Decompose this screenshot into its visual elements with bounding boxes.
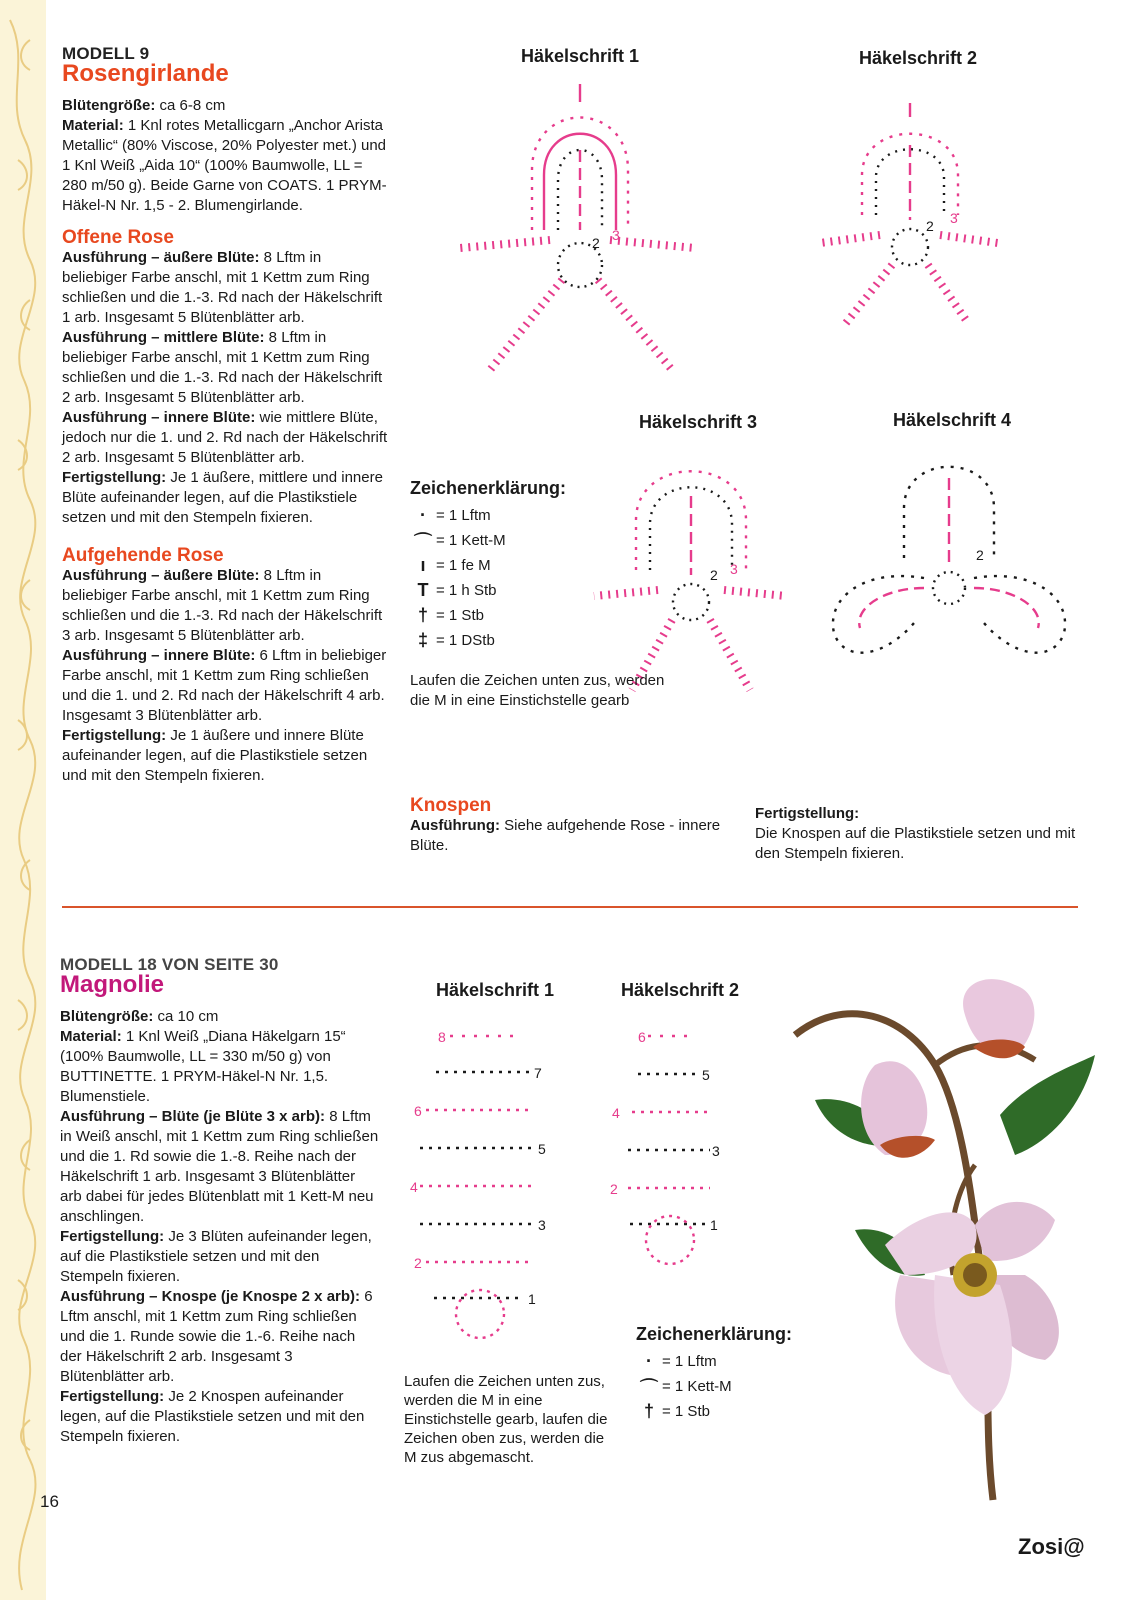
row-number: 4 bbox=[612, 1105, 620, 1121]
crochet-diagram-1 bbox=[440, 80, 720, 400]
legend-text: = 1 Kett-M bbox=[662, 1378, 732, 1395]
modell18-instructions bbox=[60, 1007, 380, 1447]
legend-text: = 1 Lftm bbox=[662, 1353, 717, 1370]
knospen-fertig-heading: Fertigstellung: bbox=[755, 805, 860, 822]
modell9-label: MODELL 9 bbox=[62, 44, 150, 63]
row-number: 2 bbox=[414, 1255, 422, 1271]
row-number: 7 bbox=[534, 1065, 542, 1081]
legend-item bbox=[410, 628, 670, 653]
legend-text: = 1 Kett-M bbox=[436, 532, 506, 549]
section-divider bbox=[62, 906, 1078, 908]
instruction-paragraph: Blütengröße: ca 6-8 cm bbox=[62, 97, 226, 114]
magnolie-diagram-title-1: Häkelschrift 1 bbox=[435, 980, 555, 1000]
modell9-text-column bbox=[62, 44, 388, 786]
legend-title: Zeichenerklärung: bbox=[636, 1324, 793, 1344]
knospen-section bbox=[410, 796, 740, 856]
row-number: 5 bbox=[538, 1141, 546, 1157]
legend-text: = 1 h Stb bbox=[436, 582, 497, 599]
round-label-2: 2 bbox=[710, 567, 718, 583]
row-number: 4 bbox=[410, 1179, 418, 1195]
row-number: 5 bbox=[702, 1067, 710, 1083]
legend-symbol-icon: ⌒ bbox=[640, 1377, 658, 1398]
knospen-heading: Knospen bbox=[410, 795, 492, 816]
aufgehende-rose-heading: Aufgehende Rose bbox=[62, 545, 224, 566]
instruction-paragraph: Ausführung – innere Blüte: wie mittlere Blüte, jedoch nur die 1. und 2. Rd nach der Häkelschrift 2 arb. Insgesamt 5 Blütenblätter arb. bbox=[62, 409, 388, 466]
instruction-paragraph: Ausführung – Knospe (je Knospe 2 x arb): 6 Lftm anschl, mit 1 Kettm zum Ring schließen und die 1. Runde sowie die 1.-6. Reihe nach der Häkelschrift 2 arb. Insgesamt 3 Blütenblätter arb. bbox=[60, 1288, 373, 1385]
modell18-label: MODELL 18 VON SEITE 30 bbox=[60, 955, 279, 974]
instruction-paragraph: Fertigstellung: Je 1 äußere, mittlere und innere Blüte aufeinander legen, auf die Plastikstiele setzen und mit den Stempeln fixieren. bbox=[62, 469, 383, 526]
magnolia-photo bbox=[785, 975, 1105, 1505]
offene-rose-heading: Offene Rose bbox=[62, 227, 174, 248]
row-number: 8 bbox=[438, 1029, 446, 1045]
instruction-paragraph: Ausführung – äußere Blüte: 8 Lftm in beliebiger Farbe anschl, mit 1 Kettm zum Ring schließen und die 1.-3. Rd nach der Häkelschrift 3 arb. Insgesamt 5 Blütenblätter arb. bbox=[62, 567, 383, 644]
legend-item bbox=[410, 578, 670, 603]
legend-symbol-icon: · bbox=[646, 1351, 652, 1371]
instruction-paragraph: Blütengröße: ca 10 cm bbox=[60, 1008, 219, 1025]
legend-text: = 1 fe M bbox=[436, 557, 491, 574]
round-label-2: 2 bbox=[976, 547, 984, 563]
row-number: 3 bbox=[712, 1143, 720, 1159]
legend-symbol-icon: ⌒ bbox=[414, 531, 432, 552]
watermark: Zosi@ bbox=[1018, 1534, 1085, 1559]
modell9-intro bbox=[62, 96, 388, 216]
legend-item bbox=[410, 553, 670, 578]
round-label-3: 3 bbox=[950, 210, 958, 226]
legend-item bbox=[410, 503, 670, 528]
round-label-3: 3 bbox=[730, 561, 738, 577]
instruction-paragraph: Fertigstellung: Je 3 Blüten aufeinander legen, auf die Plastikstiele setzen und mit den Stempeln fixieren. bbox=[60, 1228, 372, 1285]
instruction-paragraph: Ausführung – innere Blüte: 6 Lftm in beliebiger Farbe anschl, mit 1 Kettm zum Ring schließen und die 1. und 2. Rd nach der Häkelschrift 4 arb. Insgesamt 3 Blütenblätter arb. bbox=[62, 647, 387, 724]
instruction-paragraph: Ausführung – äußere Blüte: 8 Lftm in beliebiger Farbe anschl, mit 1 Kettm zum Ring schließen und die 1.-3. Rd nach der Häkelschrift 1 arb. Insgesamt 5 Blütenblätter arb. bbox=[62, 249, 383, 326]
modell18-title: Magnolie bbox=[60, 971, 165, 998]
legend-symbol-icon: † bbox=[417, 605, 428, 625]
round-label-3: 3 bbox=[612, 227, 620, 243]
diagram-title-4: Häkelschrift 4 bbox=[892, 410, 1012, 430]
row-number: 2 bbox=[610, 1181, 618, 1197]
legend-symbol-icon: · bbox=[420, 505, 426, 525]
aufgehende-rose-instructions bbox=[62, 566, 388, 786]
row-number: 1 bbox=[528, 1291, 536, 1307]
legend-title: Zeichenerklärung: bbox=[410, 478, 567, 498]
magnolie-diagram-2 bbox=[608, 1014, 738, 1274]
page-number: 16 bbox=[40, 1492, 59, 1511]
diagram-title-2: Häkelschrift 2 bbox=[858, 48, 978, 68]
row-number: 6 bbox=[414, 1103, 422, 1119]
modell18-text-column bbox=[60, 955, 380, 1447]
knospen-fertig-text: Die Knospen auf die Plastikstiele setzen und mit den Stempeln fixieren. bbox=[755, 825, 1076, 862]
instruction-paragraph: Ausführung – mittlere Blüte: 8 Lftm in beliebiger Farbe anschl, mit 1 Kettm zum Ring schließen und die 1.-3. Rd nach der Häkelschrift 2 arb. Insgesamt 5 Blütenblätter arb. bbox=[62, 329, 383, 406]
legend-text: = 1 Stb bbox=[662, 1403, 710, 1420]
modell9-legend bbox=[410, 478, 670, 711]
legend-symbol-icon: ı bbox=[420, 555, 426, 575]
knospen-instructions: Ausführung: Siehe aufgehende Rose - innere Blüte. bbox=[410, 817, 721, 854]
instruction-paragraph: Material: 1 Knl Weiß „Diana Häkelgarn 15“ (100% Baumwolle, LL = 330 m/50 g) von BUTTINETTE. 1 PRYM-Häkel-N Nr. 1,5. Blumenstiele. bbox=[60, 1028, 346, 1105]
row-number: 3 bbox=[538, 1217, 546, 1233]
instruction-paragraph: Material: 1 Knl rotes Metallicgarn „Anchor Arista Metallic“ (80% Viscose, 20% Polyester met.) und 1 Knl Weiß „Aida 10“ (100% Baumwolle, LL = 280 m/50 g). Beide Garne von COATS. 1 PRYM-Häkel-N Nr. 1,5 - 2. Blumengirlande. bbox=[62, 117, 387, 214]
legend-item bbox=[410, 603, 670, 628]
magnolie-note: Laufen die Zeichen unten zus, werden die M in eine Einstichstelle gearb, laufen die Zeichen oben zus, werden die M zus abgemascht. bbox=[404, 1373, 608, 1466]
ornament-border bbox=[0, 0, 46, 1600]
instruction-paragraph: Fertigstellung: Je 1 äußere und innere Blüte aufeinander legen, auf die Plastikstiele setzen und mit den Stempeln fixieren. bbox=[62, 727, 368, 784]
instruction-paragraph: Ausführung – Blüte (je Blüte 3 x arb): 8 Lftm in Weiß anschl, mit 1 Kettm zum Ring schließen und die 1. Rd sowie die 1.-8. Reihe nach der Häkelschrift 1 arb. Insgesamt 3 Blütenblätter arb dabei für jedes Blütenblatt mit 1 Kett-M neu anschlingen. bbox=[60, 1108, 379, 1225]
knospen-fertig bbox=[755, 804, 1085, 864]
legend-item bbox=[410, 528, 670, 553]
legend-text: = 1 Lftm bbox=[436, 507, 491, 524]
legend-symbol-icon: ‡ bbox=[417, 630, 428, 650]
crochet-diagram-2 bbox=[810, 95, 1020, 345]
diagram-title-3: Häkelschrift 3 bbox=[638, 412, 758, 432]
instruction-paragraph: Fertigstellung: Je 2 Knospen aufeinander legen, auf die Plastikstiele setzen und mit den Stempeln fixieren. bbox=[60, 1388, 365, 1445]
modell9-title: Rosengirlande bbox=[62, 60, 229, 87]
legend-text: = 1 DStb bbox=[436, 632, 495, 649]
crochet-diagram-4 bbox=[824, 448, 1074, 688]
offene-rose-instructions bbox=[62, 248, 388, 528]
row-number: 1 bbox=[710, 1217, 718, 1233]
legend-list bbox=[410, 503, 670, 653]
row-number: 6 bbox=[638, 1029, 646, 1045]
magnolie-diagram-title-2: Häkelschrift 2 bbox=[620, 980, 740, 1000]
legend-text: = 1 Stb bbox=[436, 607, 484, 624]
diagram-title-1: Häkelschrift 1 bbox=[520, 46, 640, 66]
legend-symbol-icon: † bbox=[643, 1401, 654, 1421]
magnolie-diagram-1 bbox=[410, 1014, 560, 1344]
round-label-2: 2 bbox=[926, 218, 934, 234]
round-label-2: 2 bbox=[592, 235, 600, 251]
legend-symbol-icon: T bbox=[417, 580, 429, 600]
legend-note: Laufen die Zeichen unten zus, werden die M in eine Einstichstelle gearb bbox=[410, 672, 665, 709]
